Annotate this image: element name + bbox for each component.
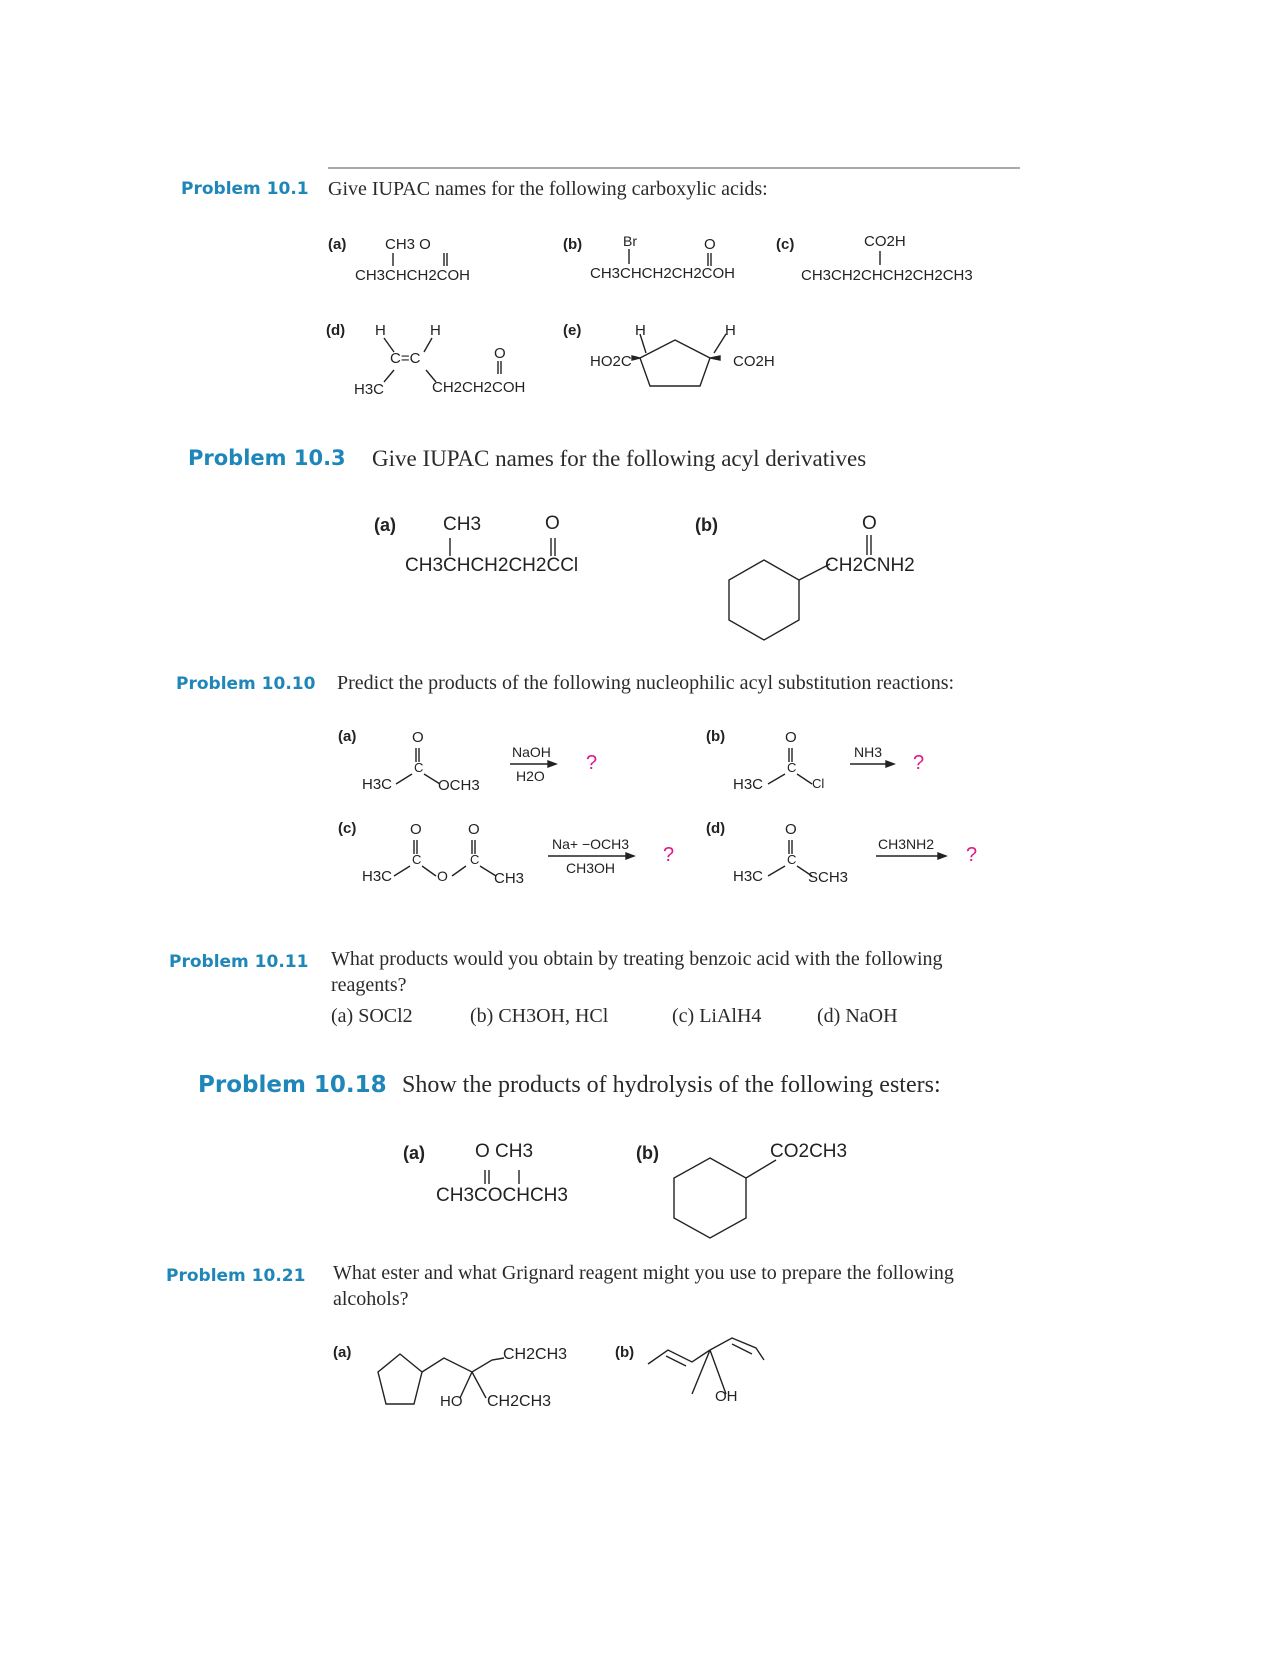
methyl-group: H3C <box>362 868 393 885</box>
question-mark: ? <box>913 752 925 774</box>
part-label: (e) <box>563 322 582 339</box>
ethyl-group: CH2CH3 <box>503 1346 568 1363</box>
substituent: CH3 <box>443 514 482 535</box>
hydroxyl-group: HO <box>440 1393 463 1410</box>
question-mark: ? <box>663 844 675 866</box>
structure-formula: CH2CNH2 <box>825 555 915 576</box>
substituent: CO2H <box>864 233 906 250</box>
part-label: (b) <box>695 515 718 535</box>
part-label: (b) <box>636 1143 659 1163</box>
methyl-group: H3C <box>733 776 764 793</box>
leaving-group: Cl <box>812 776 825 791</box>
carbonyl-oxygen: O <box>410 821 422 838</box>
problem-label: Problem 10.3 <box>188 446 346 470</box>
double-bond: C=C <box>390 350 421 367</box>
question-mark: ? <box>586 752 598 774</box>
methyl-group: CH3 <box>494 870 525 887</box>
leaving-group: OCH3 <box>438 777 480 794</box>
hydroxyl-group: OH <box>715 1388 738 1405</box>
problem-text: Give IUPAC names for the following carboxylic acids: <box>328 178 768 200</box>
reagent-option: (b) CH3OH, HCl <box>470 1005 609 1027</box>
carbonyl-oxygen: O <box>468 821 480 838</box>
problem-label: Problem 10.18 <box>198 1072 387 1098</box>
problem-label: Problem 10.11 <box>169 952 309 972</box>
hydrogen: H <box>430 322 441 339</box>
part-label: (b) <box>706 728 726 745</box>
structure-formula: CH3CH2CHCH2CH2CH3 <box>801 267 973 284</box>
problem-text: What products would you obtain by treating benzoic acid with the following <box>331 948 943 970</box>
reagent: NaOH <box>512 744 551 760</box>
reagent: NH3 <box>854 744 883 760</box>
carbonyl-oxygen: O <box>412 729 424 746</box>
ethyl-group: CH2CH3 <box>487 1393 552 1410</box>
substituent: O CH3 <box>475 1141 534 1162</box>
methyl-group: H3C <box>362 776 393 793</box>
structure-formula: CH3CHCH2COH <box>355 267 471 284</box>
carbonyl-oxygen: O <box>785 729 797 746</box>
problem-text: Give IUPAC names for the following acyl derivatives <box>372 446 867 471</box>
carbonyl-oxygen: O <box>494 345 506 362</box>
problem-label: Problem 10.10 <box>176 674 316 694</box>
part-label: (c) <box>776 236 795 253</box>
carbonyl-oxygen: O <box>704 236 716 253</box>
part-label: (d) <box>326 322 346 339</box>
carbonyl-carbon: C <box>787 760 797 775</box>
leaving-group: SCH3 <box>808 869 849 886</box>
bridging-oxygen: O <box>437 868 448 884</box>
problem-label: Problem 10.21 <box>166 1266 306 1286</box>
part-label: (b) <box>615 1344 635 1361</box>
carboxyl-group: CO2H <box>733 353 775 370</box>
problem-text: Predict the products of the following nucleophilic acyl substitution reactions: <box>337 672 955 694</box>
carbonyl-carbon: C <box>787 852 797 867</box>
part-label: (b) <box>563 236 583 253</box>
structure-formula: CO2CH3 <box>770 1141 848 1162</box>
carbonyl-carbon: C <box>412 852 422 867</box>
part-label: (c) <box>338 820 357 837</box>
carbonyl-oxygen: O <box>545 513 560 534</box>
part-label: (a) <box>333 1344 352 1361</box>
methyl-group: H3C <box>733 868 764 885</box>
substituent: Br <box>623 233 637 249</box>
carbonyl-carbon: C <box>414 760 424 775</box>
solvent: H2O <box>516 768 545 784</box>
part-label: (a) <box>374 515 396 535</box>
part-label: (a) <box>403 1143 425 1163</box>
problem-text: reagents? <box>331 974 407 996</box>
hydrogen: H <box>375 322 386 339</box>
structure-formula: CH2CH2COH <box>432 379 526 396</box>
carbonyl-oxygen: O <box>862 513 877 534</box>
carboxyl-group: HO2C <box>590 353 632 370</box>
reagent-option: (a) SOCl2 <box>331 1005 413 1027</box>
question-mark: ? <box>966 844 978 866</box>
reagent: Na+ −OCH3 <box>552 836 630 852</box>
structure-formula: CH3COCHCH3 <box>436 1185 568 1206</box>
structure-formula: CH3CHCH2CH2COH <box>590 265 736 282</box>
part-label: (a) <box>338 728 357 745</box>
carbonyl-carbon: C <box>470 852 480 867</box>
hydrogen: H <box>725 322 736 339</box>
solvent: CH3OH <box>566 860 616 876</box>
part-label: (d) <box>706 820 726 837</box>
reagent-option: (c) LiAlH4 <box>672 1005 762 1027</box>
problem-text: alcohols? <box>333 1288 409 1310</box>
hydrogen: H <box>635 322 646 339</box>
carbonyl-oxygen: O <box>785 821 797 838</box>
substituent: CH3 O <box>385 236 431 253</box>
structure-formula: CH3CHCH2CH2CCl <box>405 555 579 576</box>
reagent-option: (d) NaOH <box>817 1005 898 1027</box>
problem-text: Show the products of hydrolysis of the following esters: <box>402 1072 941 1098</box>
reagent: CH3NH2 <box>878 836 935 852</box>
problem-label: Problem 10.1 <box>181 179 309 199</box>
methyl-group: H3C <box>354 381 385 398</box>
part-label: (a) <box>328 236 347 253</box>
problem-text: What ester and what Grignard reagent might you use to prepare the following <box>333 1262 954 1284</box>
